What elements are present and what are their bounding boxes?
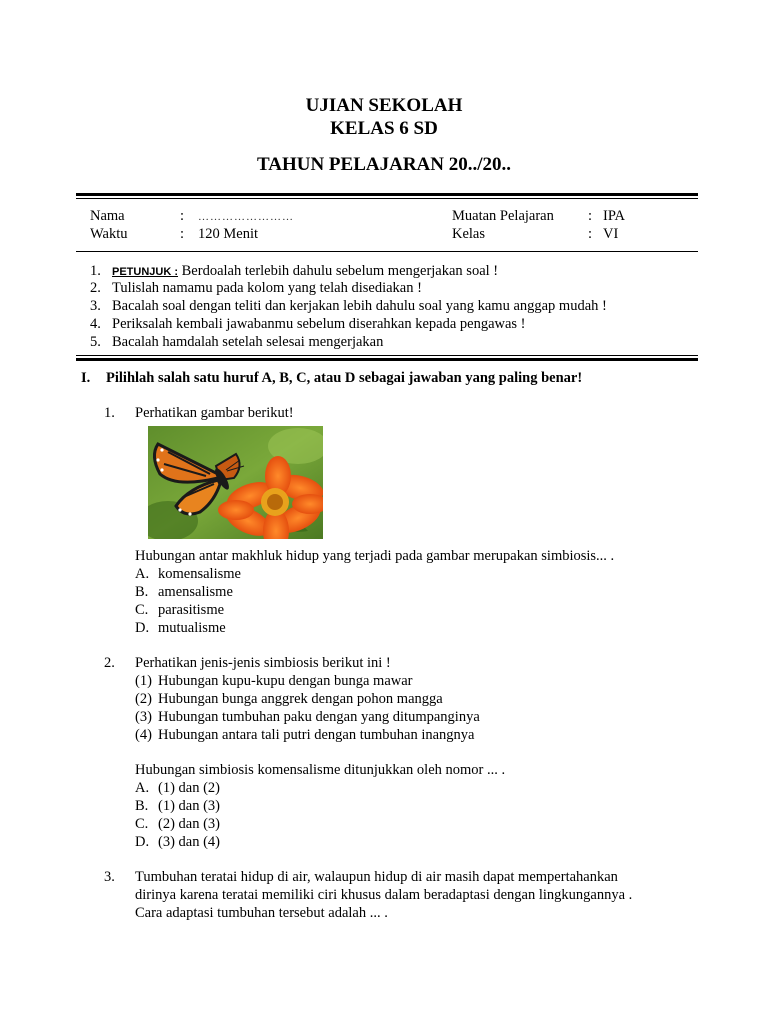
top-rule-thin [76, 198, 698, 199]
list-number: (2) [135, 691, 152, 707]
instruction-number: 3. [90, 298, 101, 314]
academic-year-title: TAHUN PELAJARAN 20../20.. [256, 154, 512, 175]
list-text: Hubungan bunga anggrek dengan pohon mangga [158, 691, 443, 707]
nama-label: Nama [90, 208, 125, 224]
question-line: dirinya karena teratai memiliki ciri khusus dalam beradaptasi dengan lingkungannya . [135, 887, 633, 903]
option-letter: A. [135, 566, 150, 582]
class-title: KELAS 6 SD [330, 118, 438, 139]
question-number: 1. [104, 405, 115, 421]
list-text: Hubungan tumbuhan paku dengan yang ditumpanginya [158, 709, 480, 725]
list-number: (3) [135, 709, 152, 725]
instruction-text: Bacalah soal dengan teliti dan kerjakan lebih dahulu soal yang kamu anggap mudah ! [112, 298, 607, 314]
top-rule-thick [76, 193, 698, 196]
option-text: (2) dan (3) [158, 816, 221, 832]
list-text: Hubungan kupu-kupu dengan bunga mawar [158, 673, 413, 689]
waktu-colon: : [180, 226, 185, 242]
option-text: amensalisme [158, 584, 233, 600]
nama-colon: : [180, 208, 185, 224]
petunjuk-label: PETUNJUK : [112, 266, 179, 278]
section-heading: Pilihlah salah satu huruf A, B, C, atau D sebagai jawaban yang paling benar! [106, 370, 583, 386]
muatan-label: Muatan Pelajaran [452, 208, 554, 224]
instruction-text: Periksalah kembali jawabanmu sebelum diserahkan kepada pengawas ! [112, 316, 526, 332]
option-letter: D. [135, 620, 150, 636]
option-letter: C. [135, 816, 149, 832]
bottom-rule-thick [76, 358, 698, 361]
option-text: (1) dan (3) [158, 798, 221, 814]
waktu-label: Waktu [90, 226, 128, 242]
muatan-value: IPA [603, 208, 626, 224]
bottom-rule-thin [76, 355, 698, 356]
list-text: Hubungan antara tali putri dengan tumbuhan inangnya [158, 727, 475, 743]
option-letter: B. [135, 584, 149, 600]
question-intro: Perhatikan jenis-jenis simbiosis berikut ini ! [135, 655, 391, 671]
instruction-number: 1. [90, 263, 101, 279]
exam-title: UJIAN SEKOLAH [305, 95, 463, 116]
instruction-text: Berdoalah terlebih dahulu sebelum mengerjakan soal ! [181, 263, 499, 279]
question-stem: Hubungan simbiosis komensalisme ditunjukkan oleh nomor ... . [135, 762, 506, 778]
list-number: (4) [135, 727, 152, 743]
waktu-value: 120 Menit [198, 226, 259, 242]
instruction-text: Tulislah namamu pada kolom yang telah disediakan ! [112, 280, 422, 296]
kelas-label: Kelas [452, 226, 486, 242]
instruction-number: 4. [90, 316, 101, 332]
option-text: (3) dan (4) [158, 834, 221, 850]
question-number: 2. [104, 655, 115, 671]
kelas-value: VI [603, 226, 619, 242]
option-text: mutualisme [158, 620, 226, 636]
option-letter: C. [135, 602, 149, 618]
instruction-number: 5. [90, 334, 101, 350]
kelas-colon: : [588, 226, 593, 242]
question-number: 3. [104, 869, 115, 885]
option-letter: D. [135, 834, 150, 850]
question-line: Cara adaptasi tumbuhan tersebut adalah ... . [135, 905, 388, 921]
muatan-colon: : [588, 208, 593, 224]
section-number: I. [81, 370, 91, 386]
option-letter: B. [135, 798, 149, 814]
instruction-text: Bacalah hamdalah setelah selesai mengerjakan [112, 334, 384, 350]
question-intro: Perhatikan gambar berikut! [135, 405, 294, 421]
instruction-number: 2. [90, 280, 101, 296]
option-letter: A. [135, 780, 150, 796]
option-text: parasitisme [158, 602, 225, 618]
instructions-top-rule [76, 251, 698, 252]
question-stem: Hubungan antar makhluk hidup yang terjadi pada gambar merupakan simbiosis... . [135, 548, 615, 564]
question-line: Tumbuhan teratai hidup di air, walaupun hidup di air masih dapat mempertahankan [135, 869, 618, 885]
nama-field[interactable]: …………………… [198, 211, 294, 223]
butterfly-flower-image [148, 426, 323, 539]
list-number: (1) [135, 673, 152, 689]
option-text: komensalisme [158, 566, 241, 582]
option-text: (1) dan (2) [158, 780, 221, 796]
